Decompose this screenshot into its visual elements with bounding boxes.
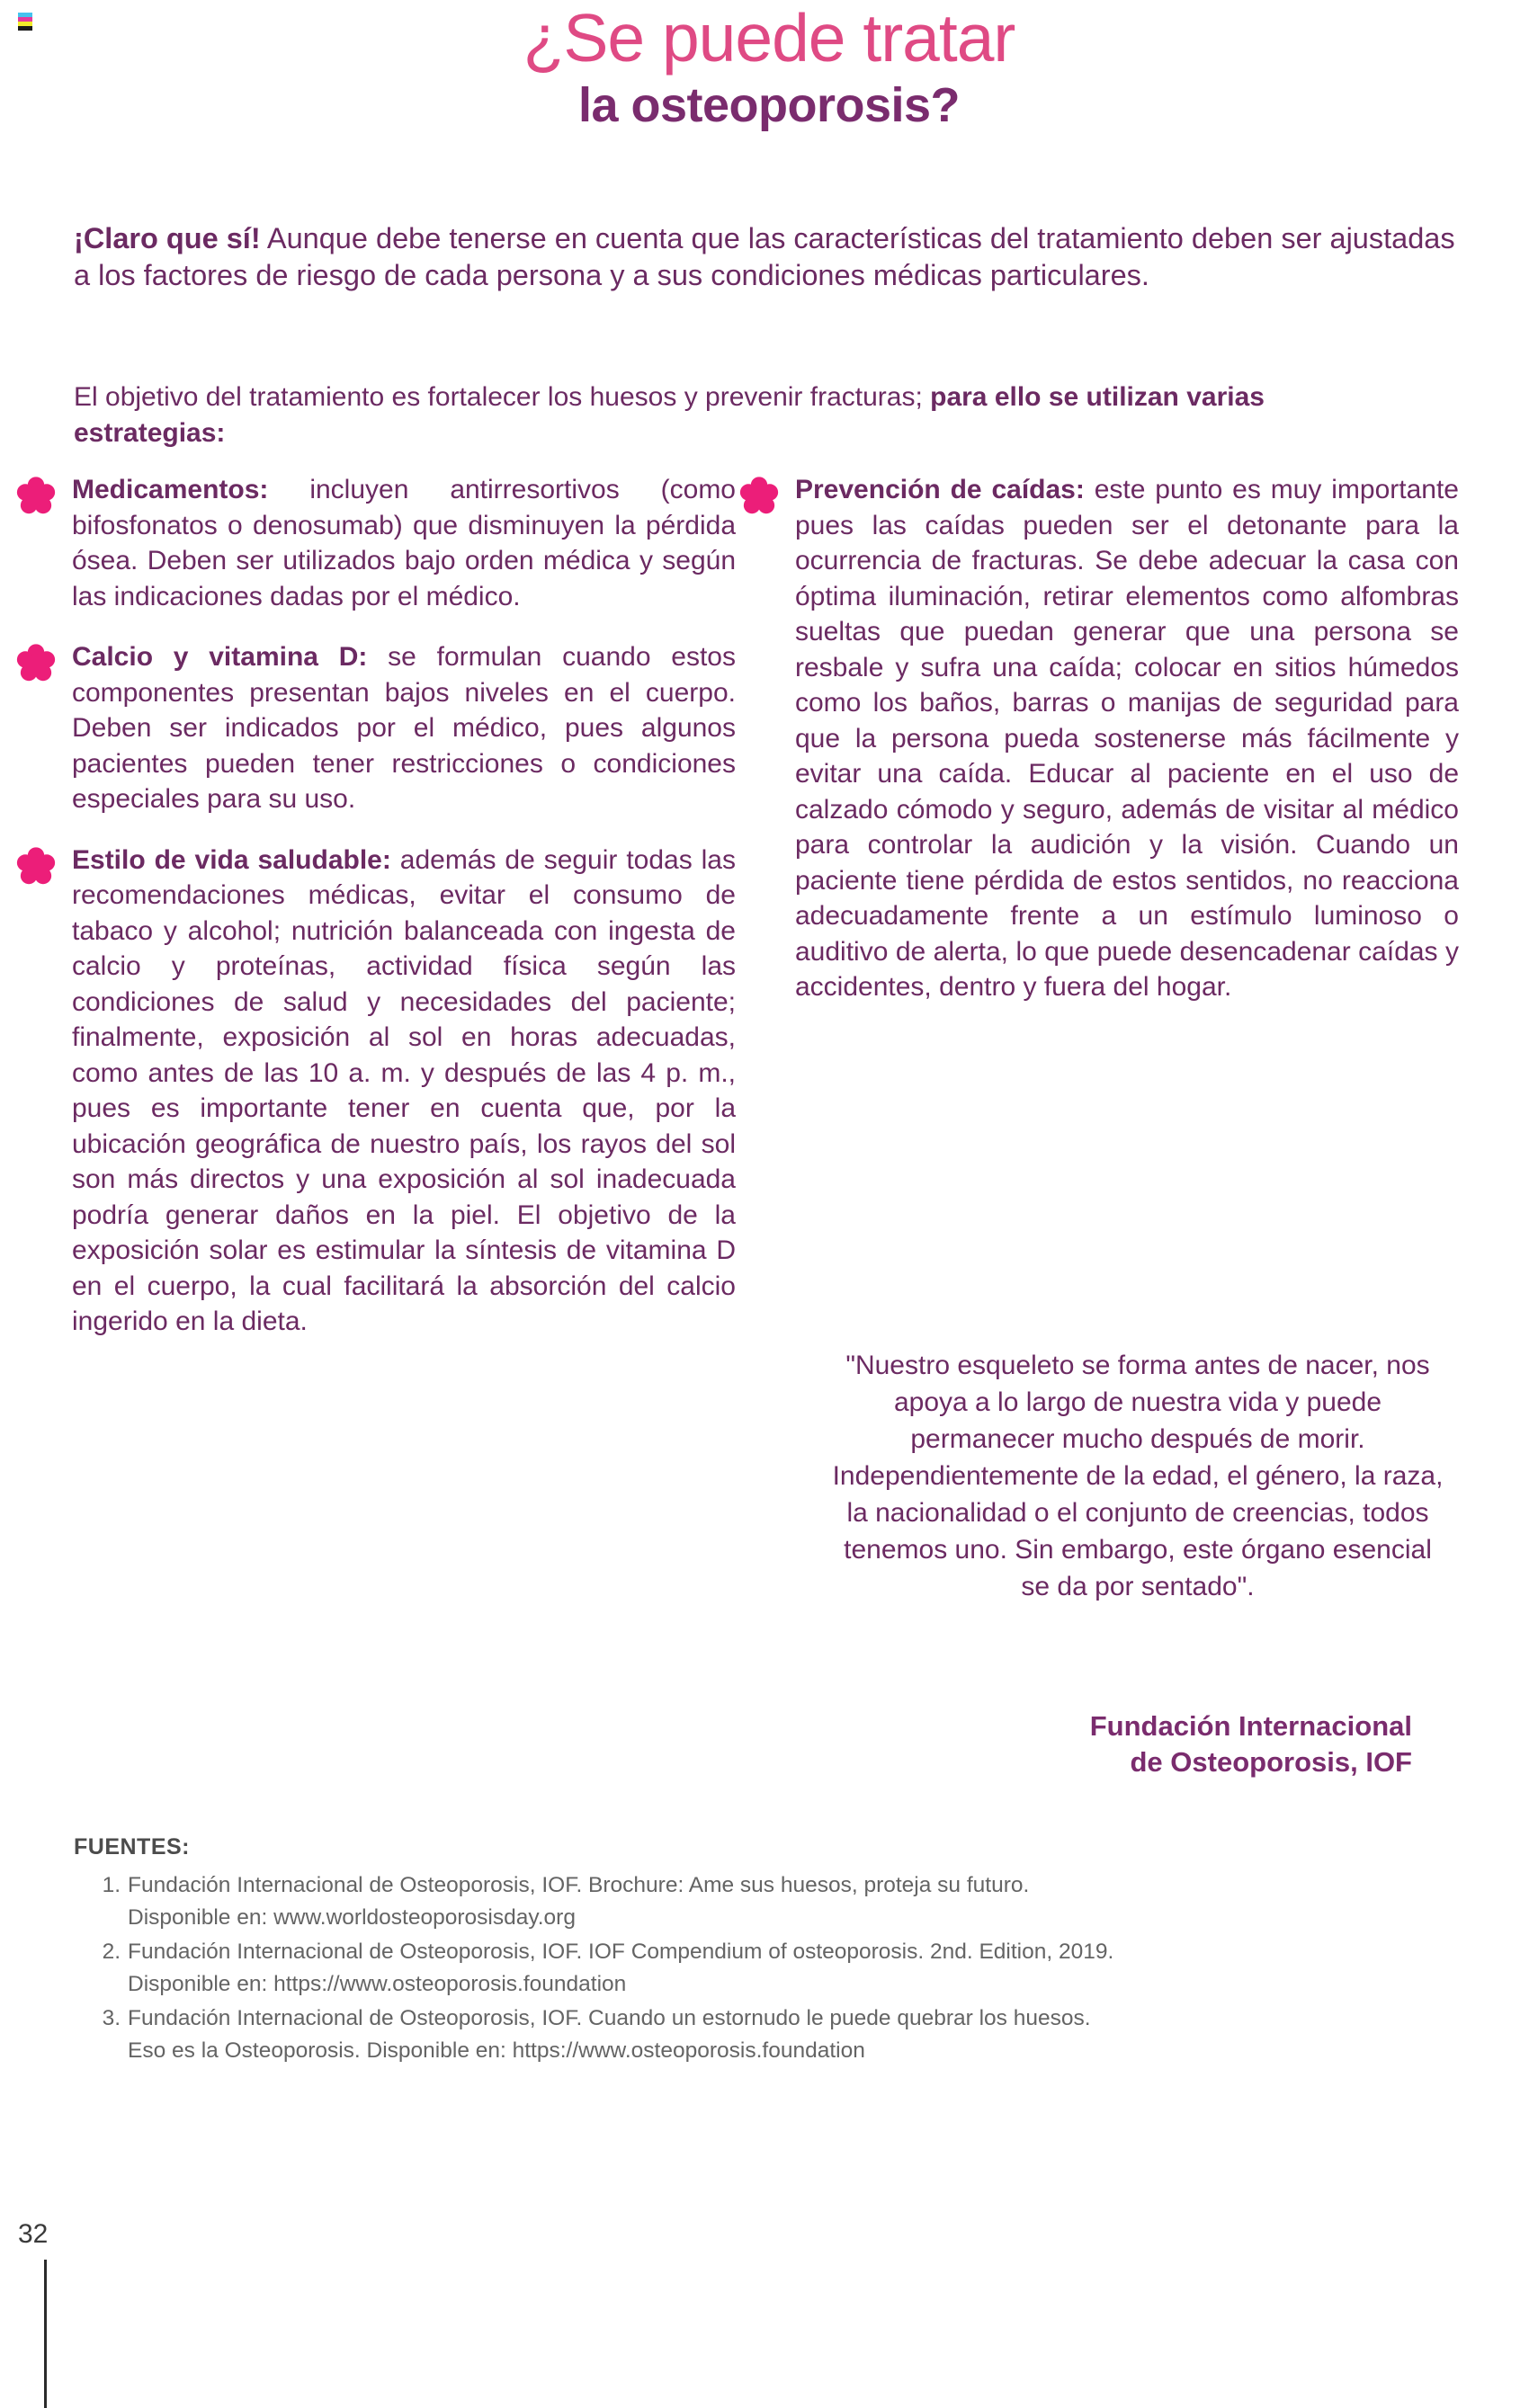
- quote-attribution-line-2: de Osteoporosis, IOF: [1130, 1746, 1412, 1778]
- quote-attribution: [791, 1708, 1412, 1780]
- sources-list: [74, 1869, 1477, 2067]
- list-item-lead: Estilo de vida saludable:: [72, 844, 391, 875]
- list-item-lead: Medicamentos:: [72, 475, 269, 504]
- source-entry: [74, 1869, 1477, 1934]
- source-text: Fundación Internacional de Osteoporosis, IOF. Cuando un estornudo le puede quebrar los huesos.: [128, 2006, 1091, 2030]
- intro-body: Aunque debe tenerse en cuenta que las características del tratamiento deben ser ajustadas a los factores de riesgo de cada persona y a sus condiciones médicas particulares.: [74, 221, 1455, 291]
- list-item-text: este punto es muy importante pues las caídas pueden ser el detonante para la ocurrencia de fracturas. Se debe adecuar la casa con óptima iluminación, retirar elementos como alfombras sueltas que puedan generar que una persona se resbale y sufra una caída; colocar en sitios húmedos como los baños, barras o manijas de seguridad para que la persona pueda sostenerse más fácilmente y evitar una caída. Educar al paciente en el uso de calzado cómodo y seguro, además de visitar al médico para controlar la audición y la visión. Cuando un paciente tiene pérdida de estos sentidos, no reacciona adecuadamente frente a un estímulo luminoso o auditivo de alerta, lo que puede desencadenar caídas y accidentes, dentro y fuera del hogar.: [795, 475, 1459, 1002]
- source-entry: [74, 2002, 1477, 2067]
- source-url: Disponible en: www.worldosteoporosisday.org: [128, 1905, 576, 1930]
- list-item-text: además de seguir todas las recomendaciones médicas, evitar el consumo de tabaco y alcohol; nutrición balanceada con ingesta de calcio y proteínas, actividad física según las condiciones de salud y necesidades del paciente; finalmente, exposición al sol en horas adecuadas, como antes de las 10 a. m. y después de las 4 p. m., pues es importante tener en cuenta que, por la ubicación geográfica de nuestro país, los rayos del sol son más directos y una exposición al sol inadecuada podría generar daños en la piel. El objetivo de la exposición solar es estimular la síntesis de vitamina D en el cuerpo, la cual facilitará la absorción del calcio ingerido en la dieta.: [72, 844, 736, 1336]
- list-item-lead: Calcio y vitamina D:: [72, 642, 368, 672]
- source-entry: [74, 1936, 1477, 2001]
- quote-attribution-line-1: Fundación Internacional: [1089, 1710, 1412, 1742]
- source-url: Eso es la Osteoporosis. Disponible en: https://www.osteoporosis.foundation: [128, 2038, 865, 2063]
- list-item-text: se formulan cuando estos componentes presentan bajos niveles en el cuerpo. Deben ser indicados por el médico, pues algunos pacientes pueden tener restricciones o condiciones especiales para su uso.: [72, 642, 736, 814]
- source-number: 3.: [102, 2006, 121, 2030]
- list-item: [16, 843, 736, 1340]
- page-title-line-1: ¿Se puede tratar: [523, 0, 1015, 76]
- intro2-plain: El objetivo del tratamiento es fortalecer los huesos y prevenir fracturas;: [74, 382, 931, 412]
- pull-quote: "Nuestro esqueleto se forma antes de nacer, nos apoya a lo largo de nuestra vida y puede permanecer mucho después de morir. Independientemente de la edad, el género, la raza, la nacionalidad o el conjunto de creencias, todos tenemos uno. Sin embargo, este órgano esencial se da por sentado".: [832, 1351, 1444, 1601]
- source-url: Disponible en: https://www.osteoporosis.foundation: [128, 1972, 627, 1996]
- list-item: [16, 472, 736, 614]
- source-number: 2.: [102, 1940, 121, 1964]
- sources-heading: FUENTES:: [74, 1834, 190, 1860]
- source-text: Fundación Internacional de Osteoporosis, IOF. IOF Compendium of osteoporosis. 2nd. Edition, 2019.: [128, 1940, 1114, 1964]
- page-title-line-2: la osteoporosis?: [577, 78, 961, 132]
- intro-lead: ¡Claro que sí!: [74, 221, 261, 254]
- list-item-lead: Prevención de caídas:: [795, 475, 1085, 504]
- source-text: Fundación Internacional de Osteoporosis, IOF. Brochure: Ame sus huesos, proteja su futuro.: [128, 1873, 1030, 1897]
- list-item-text: incluyen antirresortivos (como bifosfonatos o denosumab) que disminuyen la pérdida ósea. Deben ser utilizados bajo orden médica y según las indicaciones dadas por el médico.: [72, 475, 736, 611]
- intro-paragraph: [74, 220, 1463, 294]
- page-title: [0, 2, 1538, 133]
- flower-bullet-icon: [16, 643, 56, 682]
- sources-section: [74, 1834, 1477, 2069]
- source-number: 1.: [102, 1873, 121, 1897]
- intro-paragraph-2: [74, 379, 1423, 451]
- page-footer-rule: [44, 2260, 47, 2408]
- flower-bullet-icon: [739, 476, 779, 515]
- page-number: 32: [18, 2219, 49, 2249]
- list-item: [16, 639, 736, 817]
- flower-bullet-icon: [16, 846, 56, 886]
- bullet-column-left: [16, 472, 736, 1340]
- list-item: [739, 472, 1459, 1005]
- flower-bullet-icon: [16, 476, 56, 515]
- intro2-bold: para ello se utilizan varias estrategias:: [74, 382, 1265, 448]
- bullet-column-right: [739, 472, 1459, 1005]
